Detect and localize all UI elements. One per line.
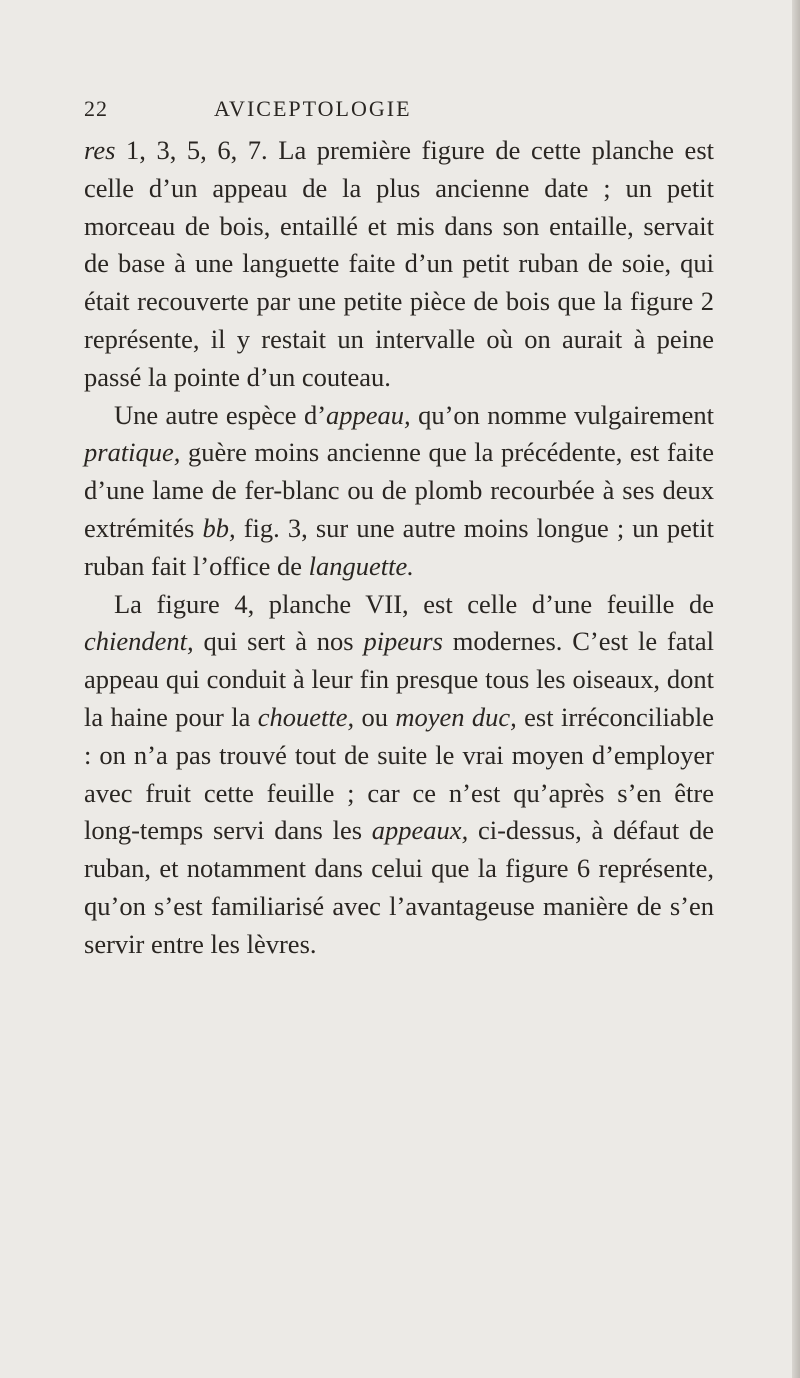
text-segment: modernes. C’est le fatal appeau qui conduit à leur fin presque tous les oiseaux, dont la haine pour la [84, 626, 714, 732]
paragraph-2 [84, 397, 714, 586]
page-number: 22 [84, 96, 108, 121]
text-segment: est irréconciliable : on n’a pas trouvé tout de suite le vrai moyen d’employer avec fruit cette feuille ; car ce n’est qu’après s’en être long-temps servi dans les [84, 701, 714, 846]
text-segment: ci-dessus, à défaut de ruban, et notamment dans celui que la figure 6 représente, qu’on s’est familiarisé avec l’avantageuse manière de s’en servir entre les lèvres. [84, 815, 714, 959]
text-segment: guère moins ancienne que la précédente, est faite d’une lame de fer-blanc ou de plomb recourbée à ses deux extrémités [84, 437, 714, 543]
text-segment: 1, 3, 5, 6, 7. La première figure de cette planche est celle d’un appeau de la plus ancienne date ; un petit morceau de bois, entaillé et mis dans son entaille, servait de base à une languette faite d’un petit ruban de soie, qui était recouverte par une petite pièce de bois que la figure 2 représente, il y restait un intervalle où on aurait à peine passé la pointe d’un couteau. [84, 135, 714, 392]
page-edge-shadow [792, 0, 800, 1378]
text-segment-italic: chiendent, [84, 626, 194, 657]
text-segment-italic: pipeurs [363, 626, 443, 657]
paragraph-3 [84, 586, 714, 964]
text-segment: Une autre espèce d’ [114, 399, 327, 430]
text-segment: qu’on nomme vulgairement [410, 399, 714, 430]
paragraph-1 [84, 132, 714, 397]
text-segment-italic: languette. [308, 550, 414, 581]
text-segment: ou [354, 701, 396, 732]
text-segment: qui sert à nos [193, 626, 364, 657]
text-segment: La figure 4, planche VII, est celle d’une feuille de [114, 588, 714, 619]
page-header [84, 96, 724, 132]
text-segment-italic: appeaux, [371, 815, 469, 846]
text-segment-italic: pratique, [84, 437, 181, 468]
text-segment: fig. 3, sur une autre moins longue ; un petit ruban fait l’office de [84, 512, 714, 581]
text-segment-italic: chouette, [257, 701, 355, 732]
text-segment-italic: appeau, [326, 399, 411, 430]
text-segment-italic: bb, [202, 512, 236, 543]
body-text [84, 132, 714, 964]
text-segment-italic: res [84, 135, 116, 165]
running-title: AVICEPTOLOGIE [214, 96, 412, 121]
text-segment-italic: moyen duc, [395, 701, 517, 732]
